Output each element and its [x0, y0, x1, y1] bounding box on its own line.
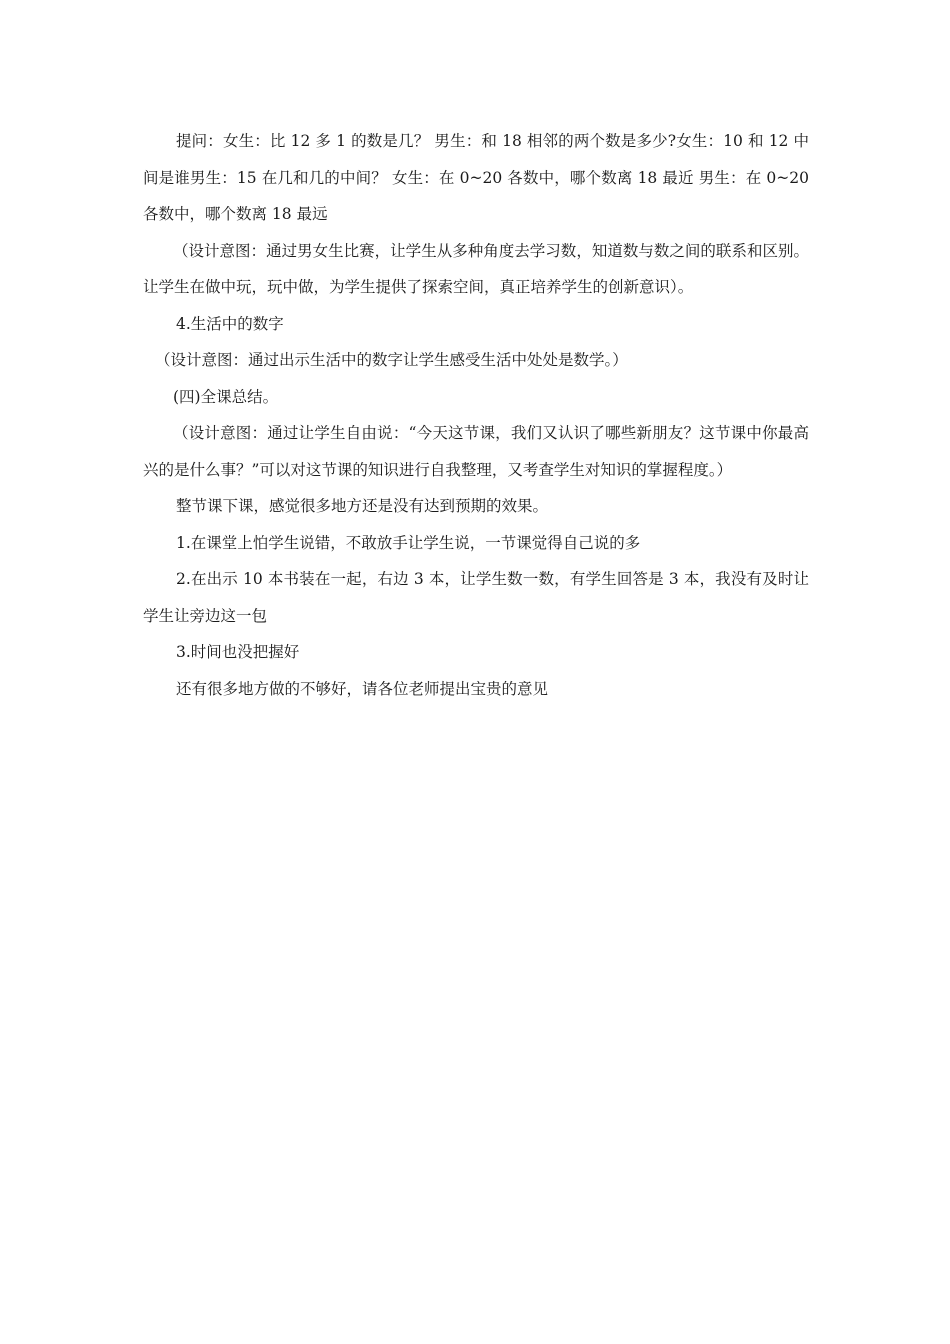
list-item-reflection-1: 1.在课堂上怕学生说错，不敢放手让学生说，一节课觉得自己说的多: [176, 533, 641, 552]
paragraph-closing: 还有很多地方做的不够好，请各位老师提出宝贵的意见: [176, 679, 549, 698]
paragraph-reflection-intro: 整节课下课，感觉很多地方还是没有达到预期的效果。: [176, 497, 549, 515]
list-item-reflection-2: 2.在出示 10 本书装在一起，右边 3 本，让学生数一数，有学生回答是 3 本，我没有及时让学生让旁边这一包: [143, 570, 809, 625]
heading-section-4: 4.生活中的数字: [176, 314, 284, 333]
paragraph-design-intent-2: （设计意图：通过出示生活中的数字让学生感受生活中处处是数学。）: [155, 351, 628, 369]
paragraph-design-intent-1: （设计意图：通过男女生比赛，让学生从多种角度去学习数，知道数与数之间的联系和区别。让学生在做中玩，玩中做，为学生提供了探索空间，真正培养学生的创新意识）。: [143, 241, 809, 296]
paragraph-design-intent-3: （设计意图：通过让学生自由说：“今天这节课，我们又认识了哪些新朋友？这节课中你最高兴的是什么事？”可以对这节课的知识进行自我整理，又考查学生对知识的掌握程度。）: [143, 424, 809, 479]
document-page: [143, 123, 809, 707]
paragraph-questions: 提问：女生：比 12 多 1 的数是几？ 男生：和 18 相邻的两个数是多少?女生：10 和 12 中间是谁男生：15 在几和几的中间？ 女生：在 0~20 各数中，哪个数离 18 最近 男生：在 0~20 各数中，哪个数离 18 最远: [143, 132, 809, 223]
heading-section-summary: (四)全课总结。: [173, 387, 279, 406]
list-item-reflection-3: 3.时间也没把握好: [176, 643, 300, 661]
